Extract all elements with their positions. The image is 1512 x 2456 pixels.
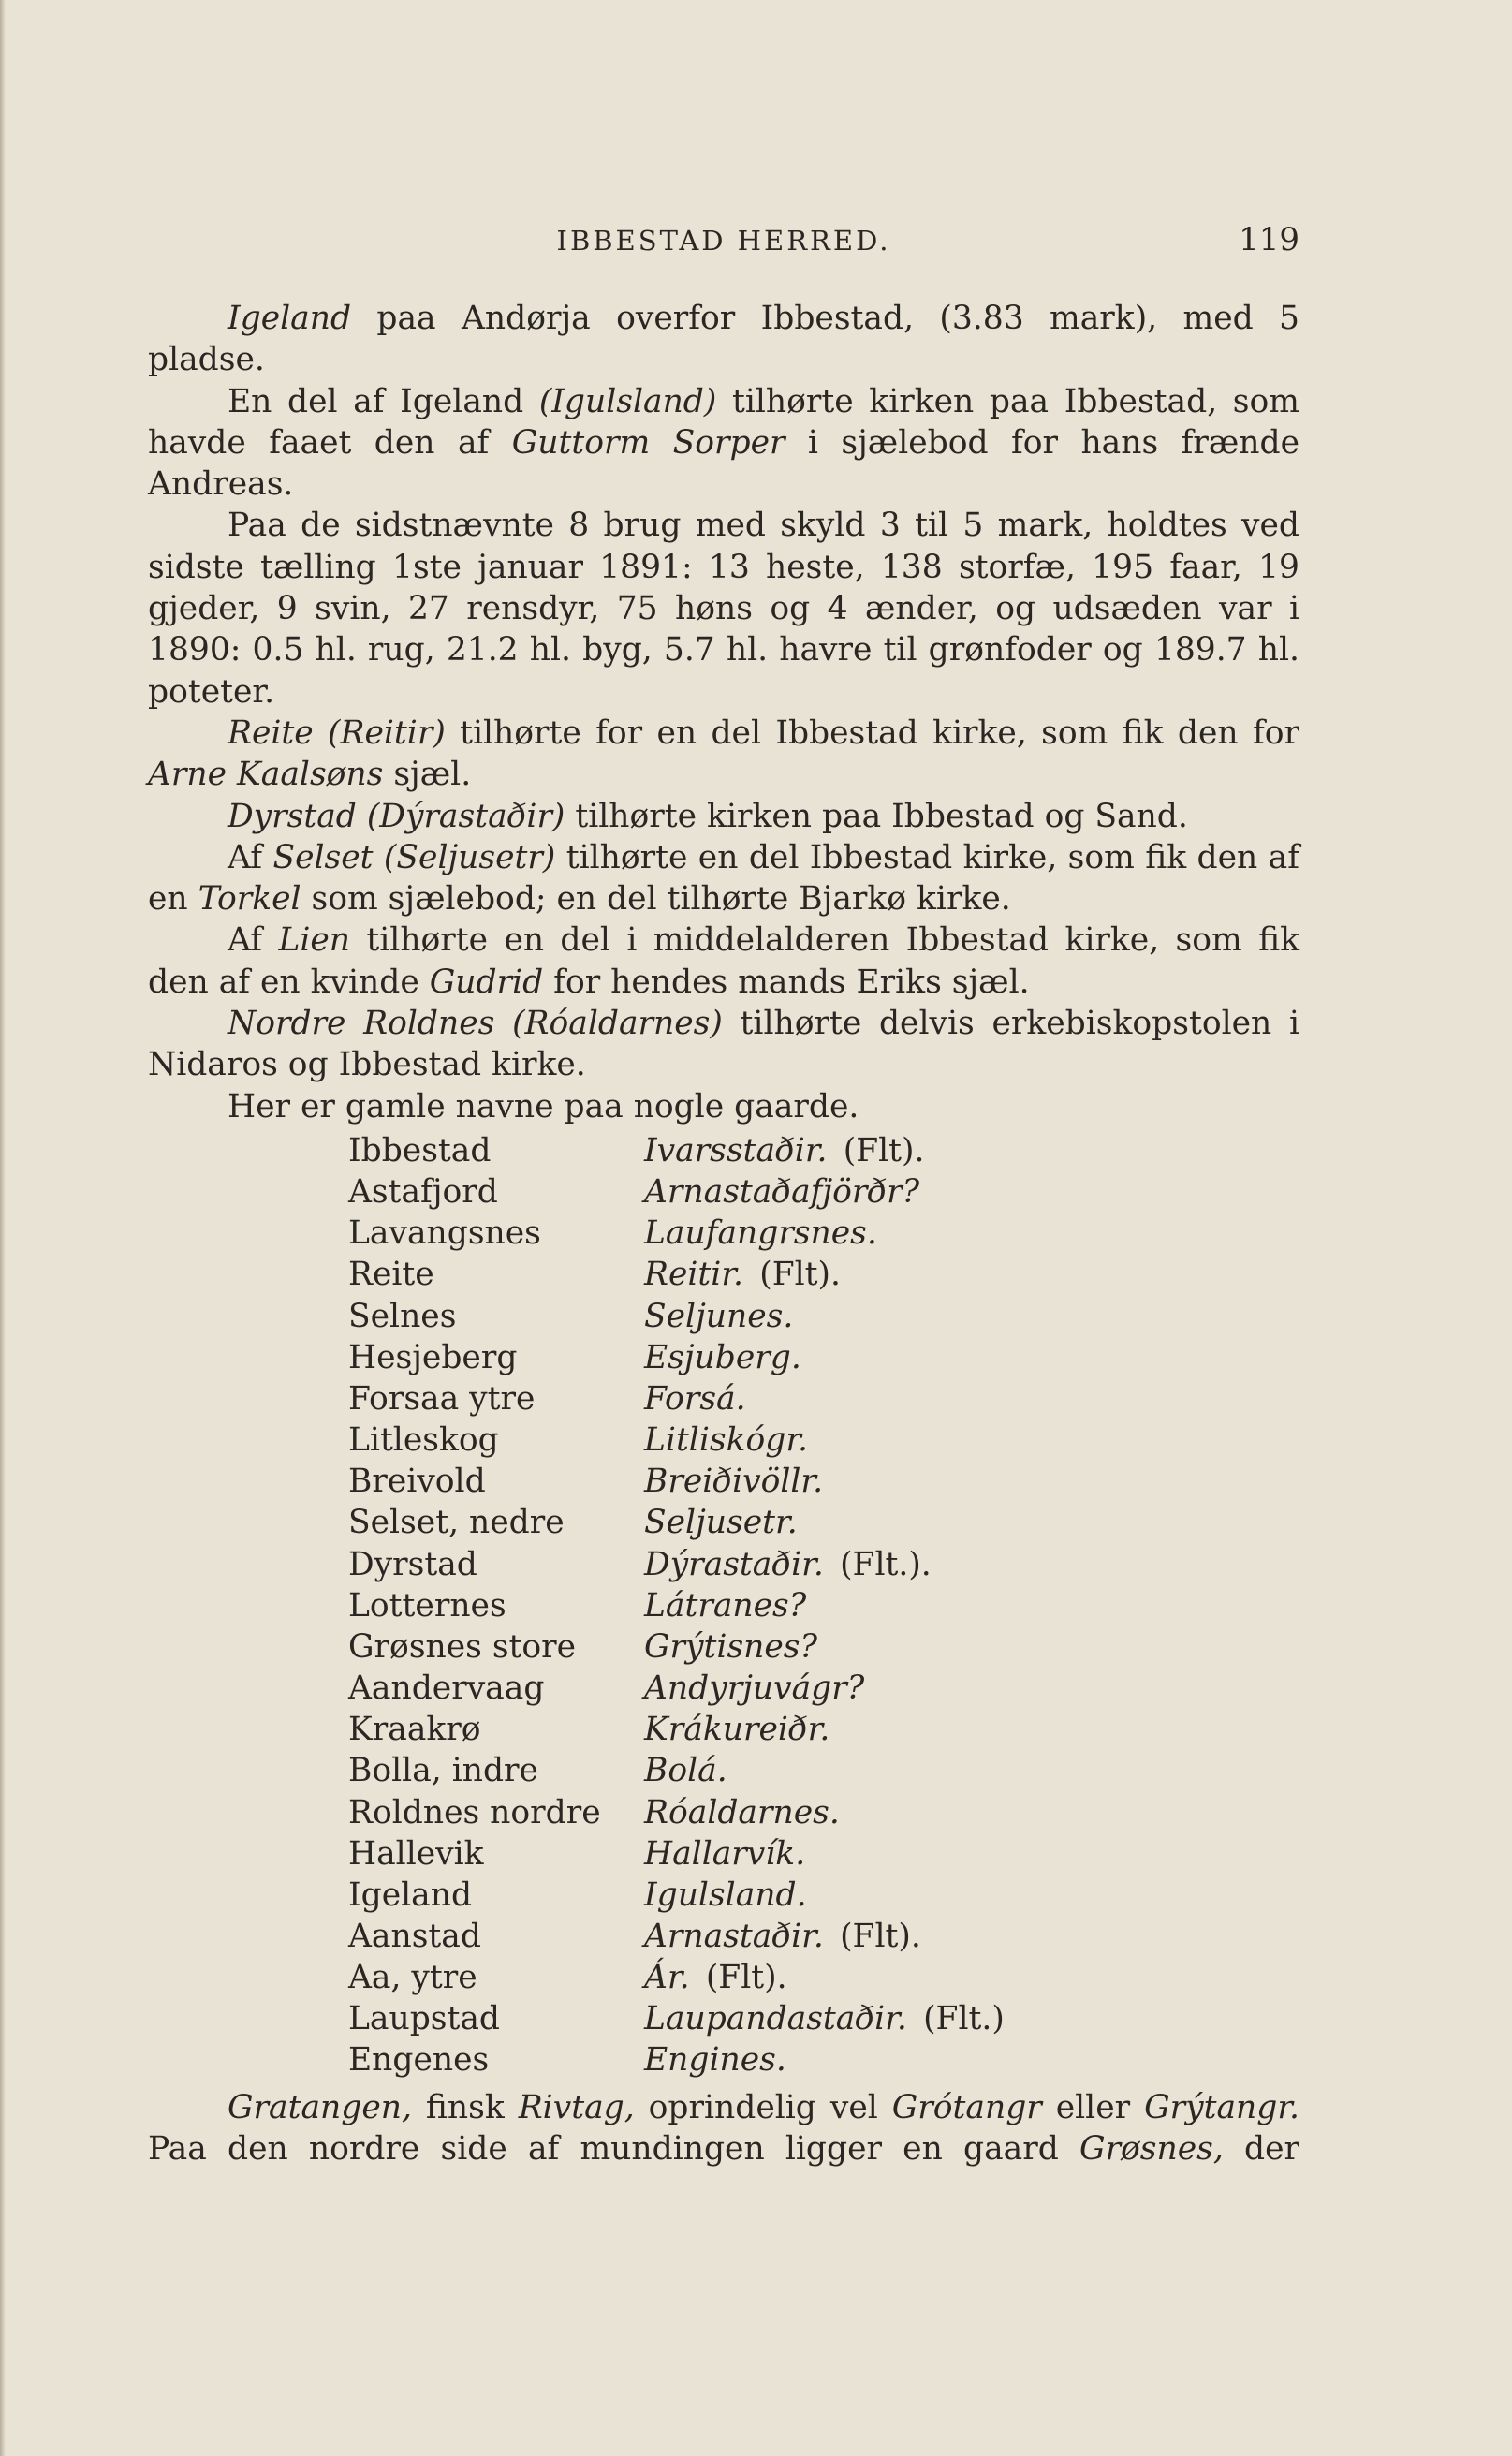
modern-name: Forsaa ytre: [348, 1379, 536, 1418]
name-row: [348, 1130, 1191, 1171]
name-row: [348, 1998, 1191, 2039]
old-norse-name: Engines.: [644, 2041, 786, 2080]
modern-name: Dyrstad: [348, 1545, 477, 1583]
old-norse-name: Bolá.: [644, 1752, 727, 1790]
modern-name: Kraakrø: [348, 1711, 481, 1749]
modern-name: Hallevik: [348, 1834, 484, 1873]
old-norse-name: Esjuberg.: [644, 1338, 801, 1376]
old-norse-name: Breiðivöllr.: [644, 1463, 824, 1501]
modern-name: Selset, nedre: [348, 1504, 565, 1542]
old-norse-name: Ivarsstaðir.: [644, 1132, 828, 1169]
old-norse-name: Seljunes.: [644, 1297, 794, 1335]
old-norse-name: Ár.: [644, 1959, 690, 1997]
paragraph-roldnes: [148, 1003, 1299, 1086]
paragraph-reite: [148, 713, 1299, 796]
modern-name: Astafjord: [348, 1173, 498, 1212]
source-note: (Flt.).: [840, 1545, 932, 1583]
source-note: (Flt).: [840, 1917, 921, 1955]
place-name: Selset (Seljusetr): [272, 838, 556, 876]
paragraph-dyrstad: [148, 796, 1299, 837]
text-run: tilhørte en del Ibbestad kirke, som fik den af en: [148, 838, 1300, 919]
place-name: Dyrstad (Dýrastaðir): [228, 797, 565, 835]
closing-text: [148, 2087, 1299, 2170]
name-row: [348, 1833, 1191, 1875]
name-row: [348, 1296, 1191, 1337]
paragraph-gratangen: [148, 2087, 1299, 2128]
source-note: (Flt).: [759, 1256, 841, 1294]
person-name: Arne Kaalsøns: [148, 756, 384, 794]
text-run: for hendes mands Eriks sjæl.: [543, 963, 1030, 1001]
text-run: paa Andørja overfor Ibbestad, (3.83 mark), med 5 pladse.: [148, 300, 1299, 379]
old-norse-name: Forsá.: [644, 1379, 746, 1418]
modern-name: Bolla, indre: [348, 1752, 538, 1790]
page-edge-shadow: [0, 0, 6, 2456]
old-name: (Igulsland): [538, 382, 717, 420]
text-run: eller: [1041, 2089, 1145, 2126]
paragraph-lien: [148, 919, 1299, 1003]
place-name: Reite (Reitir): [228, 713, 446, 752]
place-name: Lien: [278, 921, 351, 960]
text-run: tilhørte en del i middelalderen Ibbestad kirke, som fik den af en kvinde: [148, 921, 1299, 1001]
place-name: Igeland: [228, 300, 352, 337]
text-run: Paa den nordre side af mundingen ligger en gaard: [148, 2130, 1079, 2169]
source-note: (Flt).: [843, 1132, 925, 1169]
text-run: En del af Igeland: [228, 382, 539, 420]
body-text: [148, 298, 1299, 1127]
name-row: [348, 1544, 1191, 1585]
text-run: Her er gamle navne paa nogle gaarde.: [228, 1087, 859, 1125]
name-row: [348, 1378, 1191, 1419]
text-run: sjæl.: [383, 756, 472, 794]
old-norse-name: Dýrastaðir.: [644, 1545, 824, 1583]
text-run: i sjælebod for hans frænde Andreas.: [148, 423, 1299, 504]
modern-name: Roldnes nordre: [348, 1793, 601, 1831]
page-number: 119: [1239, 221, 1299, 258]
name-row: [348, 2039, 1191, 2081]
name-row: [348, 1668, 1191, 1709]
name-row: [348, 1916, 1191, 1957]
name-row: [348, 1171, 1191, 1213]
modern-name: Litleskog: [348, 1421, 499, 1460]
paragraph-igeland-church: [148, 381, 1299, 506]
name-row: [348, 1750, 1191, 1791]
paragraph-census: [148, 505, 1299, 712]
name-row: [348, 1213, 1191, 1254]
paragraph-selset: [148, 837, 1299, 920]
source-note: (Flt).: [705, 1959, 787, 1997]
place-name: Gratangen,: [228, 2089, 412, 2126]
modern-name: Igeland: [348, 1875, 473, 1914]
old-norse-name: Reitir.: [644, 1256, 743, 1294]
name-row: [348, 1461, 1191, 1502]
old-norse-name: Laupandastaðir.: [644, 2000, 907, 2038]
old-norse-name: Igulsland.: [644, 1875, 807, 1914]
modern-name: Selnes: [348, 1297, 457, 1335]
modern-name: Aandervaag: [348, 1669, 545, 1708]
modern-name: Laupstad: [348, 2000, 501, 2038]
text-run: Af: [228, 838, 273, 876]
place-name: Nordre Roldnes (Róaldarnes): [228, 1005, 723, 1043]
name-row: [348, 1792, 1191, 1833]
place-name: Rivtag,: [518, 2089, 635, 2126]
text-run: oprindelig vel: [634, 2089, 892, 2126]
modern-name: Aa, ytre: [348, 1959, 477, 1997]
paragraph-grosnes: [148, 2128, 1299, 2169]
old-name: Grótangr: [891, 2089, 1042, 2126]
text-run: der: [1223, 2130, 1299, 2169]
name-row: [348, 1585, 1191, 1626]
running-title: IBBESTAD HERRED.: [556, 225, 891, 257]
modern-name: Ibbestad: [348, 1132, 492, 1169]
modern-name: Lavangsnes: [348, 1214, 541, 1253]
modern-name: Lotternes: [348, 1586, 506, 1625]
name-row: [348, 1709, 1191, 1750]
person-name: Guttorm Sorper: [511, 423, 785, 462]
text-run: tilhørte kirken paa Ibbestad, som havde faaet den af: [148, 382, 1299, 462]
page-header: [148, 221, 1299, 258]
old-norse-name: Andyrjuvágr?: [644, 1669, 865, 1708]
paragraph-old-names-intro: [148, 1086, 1299, 1127]
modern-name: Grøsnes store: [348, 1627, 577, 1666]
old-name: Grýtangr.: [1144, 2089, 1300, 2126]
old-norse-name: Arnastaðir.: [644, 1917, 824, 1955]
text-run: Af: [228, 921, 279, 960]
old-norse-name: Róaldarnes.: [644, 1793, 840, 1831]
person-name: Gudrid: [429, 963, 544, 1001]
name-row: [348, 1337, 1191, 1378]
old-norse-name: Hallarvík.: [644, 1834, 806, 1873]
modern-name: Aanstad: [348, 1917, 481, 1955]
modern-name: Reite: [348, 1256, 434, 1294]
old-names-list: [348, 1130, 1191, 2081]
name-row: [348, 1957, 1191, 1998]
text-run: tilhørte for en del Ibbestad kirke, som fik den for: [445, 713, 1299, 752]
text-run: finsk: [411, 2089, 519, 2126]
paragraph-igeland: [148, 298, 1299, 381]
old-norse-name: Látranes?: [644, 1586, 807, 1625]
old-norse-name: Seljusetr.: [644, 1504, 798, 1542]
source-note: (Flt.): [923, 2000, 1005, 2038]
text-run: Paa de sidstnævnte 8 brug med skyld 3 til 5 mark, holdtes ved sidste tælling 1ste januar 1891: 13 heste, 138 storfæ, 195 faar, 19 gjeder, 9 svin, 27 rensdyr, 75 høns og 4 ænder, og udsæden var i 1890: 0.5 hl. rug, 21.2 hl. byg, 5.7 hl. havre til grønfoder og 189.7 hl. poteter.: [148, 507, 1299, 711]
old-norse-name: Litliskógr.: [644, 1421, 809, 1460]
modern-name: Breivold: [348, 1463, 486, 1501]
name-row: [348, 1875, 1191, 1916]
old-norse-name: Krákureiðr.: [644, 1711, 830, 1749]
modern-name: Engenes: [348, 2041, 490, 2080]
person-name: Torkel: [198, 880, 301, 919]
name-row: [348, 1254, 1191, 1295]
place-name: Grøsnes,: [1079, 2130, 1224, 2169]
text-run: tilhørte delvis erkebiskopstolen i Nidaros og Ibbestad kirke.: [148, 1005, 1300, 1084]
name-row: [348, 1419, 1191, 1461]
old-norse-name: Laufangrsnes.: [644, 1214, 877, 1253]
text-run: som sjælebod; en del tilhørte Bjarkø kirke.: [301, 880, 1011, 919]
modern-name: Hesjeberg: [348, 1338, 518, 1376]
name-row: [348, 1502, 1191, 1543]
old-norse-name: Arnastaðafjörðr?: [644, 1173, 920, 1212]
name-row: [348, 1626, 1191, 1668]
text-run: tilhørte kirken paa Ibbestad og Sand.: [565, 797, 1188, 835]
old-norse-name: Grýtisnes?: [644, 1627, 817, 1666]
